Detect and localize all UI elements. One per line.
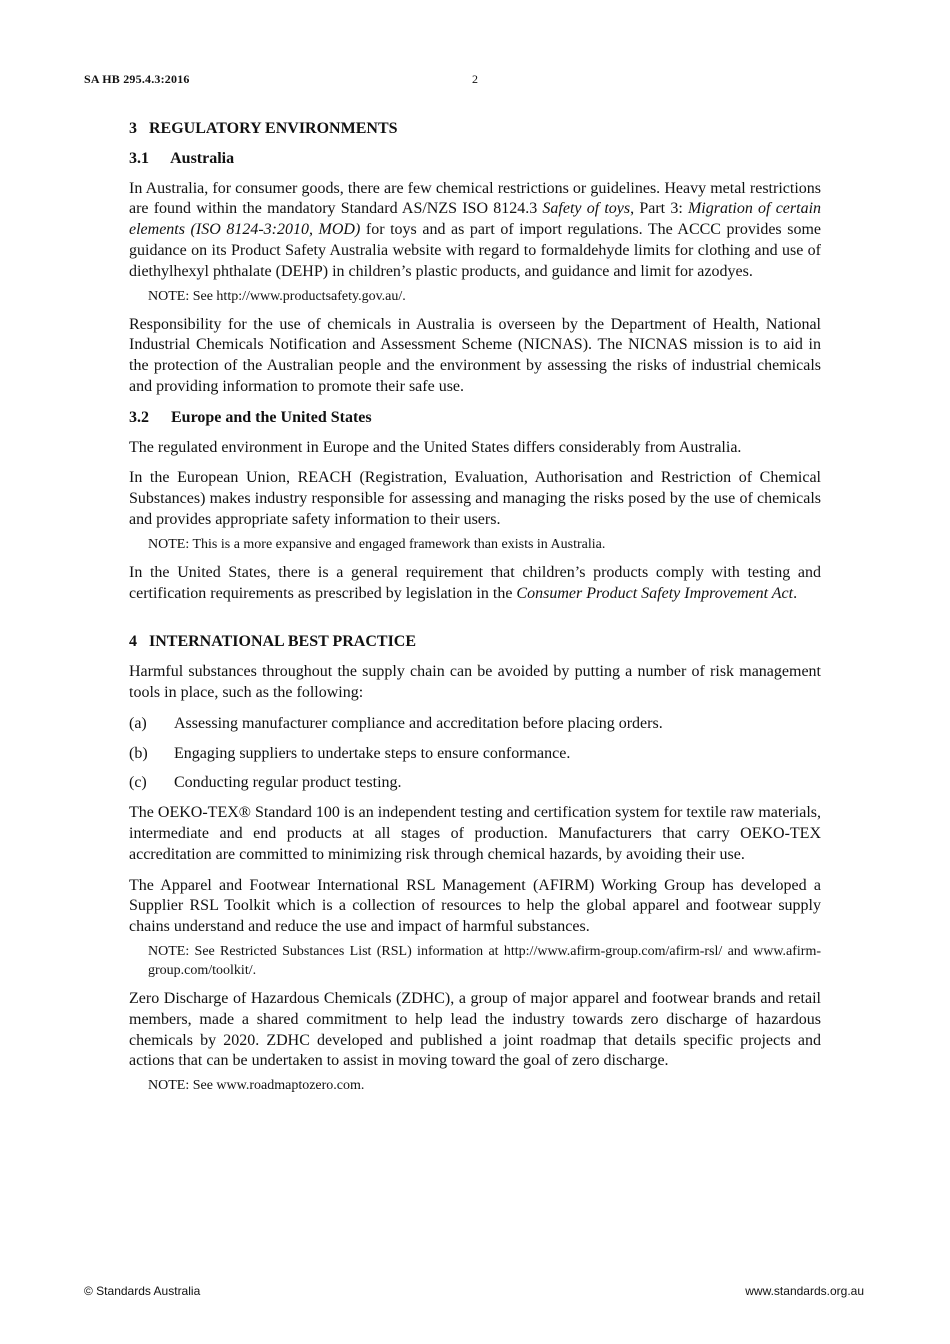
paragraph-risk-management: Harmful substances throughout the supply chain can be avoided by putting a number of risk management tools in place, such as the following:	[129, 663, 821, 701]
paragraph-australia-intro	[129, 179, 821, 283]
list-text: Conducting regular product testing.	[174, 774, 402, 792]
section-number: 3	[129, 120, 137, 137]
standard-part-title-italic: Migration of certain elements (ISO 8124-3:2010, MOD)	[129, 200, 822, 239]
note-reach: NOTE: This is a more expansive and engaged framework than exists in Australia.	[148, 536, 606, 552]
paragraph-nicnas: Responsibility for the use of chemicals in Australia is overseen by the Department of Health, National Industrial Chemicals Notification and Assessment Scheme (NICNAS). The NICNAS mission is to aid in the protection of the Australian people and the environment by assessing the risks of industrial chemicals and providing information to promote their safe use.	[129, 315, 821, 395]
list-item	[129, 714, 821, 735]
running-header	[84, 72, 864, 87]
text-run: for toys and as part of import regulations. The ACCC provides some guidance on its Product Safety Australia website with regard to formaldehyde limits for clothing and use of diethylhexyl phthalate (DEHP) in children’s plastic products, and guidance and limit for azodyes.	[129, 221, 821, 280]
copyright-notice: © Standards Australia	[84, 1284, 201, 1298]
section-3-1-heading	[129, 149, 821, 170]
document-id: SA HB 295.4.3:2016	[84, 72, 190, 86]
section-3-heading	[129, 119, 821, 140]
subsection-title: Europe and the United States	[171, 408, 372, 426]
note-roadmap: NOTE: See www.roadmaptozero.com.	[148, 1078, 365, 1094]
section-3-2-heading	[129, 408, 821, 429]
list-item	[129, 773, 821, 794]
text-run: , Part 3:	[630, 200, 688, 218]
section-title: INTERNATIONAL BEST PRACTICE	[149, 633, 417, 651]
text-run: In the United States, there is a general requirement that children’s products comply with testing and certification requirements as prescribed by legislation in the	[129, 563, 821, 602]
note-product-safety: NOTE: See http://www.productsafety.gov.au/.	[148, 288, 406, 304]
list-label: (c)	[129, 774, 147, 792]
list-text: Engaging suppliers to undertake steps to ensure conformance.	[174, 744, 571, 762]
section-title: REGULATORY ENVIRONMENTS	[149, 120, 398, 137]
paragraph-afirm: The Apparel and Footwear International RSL Management (AFIRM) Working Group has developed a Supplier RSL Toolkit which is a collection of resources to help the global apparel and footwear supply chains understand and reduce the use and impact of harmful substances.	[129, 876, 821, 936]
paragraph-reach: In the European Union, REACH (Registration, Evaluation, Authorisation and Restriction of Chemical Substances) makes industry responsible for assessing and managing the risks posed by the use of chemicals and provides appropriate safety information to their users.	[129, 469, 821, 528]
paragraph-oeko-tex: The OEKO-TEX® Standard 100 is an independent testing and certification system for textile raw materials, intermediate and end products at all stages of production. Manufacturers that carry OEKO-TEX accreditation are committed to minimizing risk through chemical hazards, by avoiding their use.	[129, 804, 821, 863]
standard-title-italic: Safety of toys	[542, 200, 631, 218]
note-afirm-rsl: NOTE: See Restricted Substances List (RSL) information at http://www.afirm-group.com/afirm-rsl/ and www.afirm-group.com/toolkit/.	[148, 943, 821, 978]
paragraph-regulated-environment: The regulated environment in Europe and the United States differs considerably from Australia.	[129, 438, 742, 456]
page-number: 2	[472, 72, 479, 86]
text-run: In Australia, for consumer goods, there are few chemical restrictions or guidelines. Heavy metal restrictions are found within the mandatory Standard AS/NZS ISO 8124.3	[129, 179, 821, 218]
section-4-heading	[129, 632, 821, 653]
list-text: Assessing manufacturer compliance and accreditation before placing orders.	[174, 714, 663, 732]
section-number: 4	[129, 633, 137, 651]
page-body	[129, 116, 821, 1104]
website-url: www.standards.org.au	[745, 1284, 864, 1298]
act-title-italic: Consumer Product Safety Improvement Act	[516, 584, 794, 602]
paragraph-zdhc: Zero Discharge of Hazardous Chemicals (ZDHC), a group of major apparel and footwear brands and retail members, made a shared commitment to help lead the industry towards zero discharge of hazardous chemicals by 2020. ZDHC developed and published a joint roadmap that details specific projects and actions that can be undertaken to assist in moving toward the goal of zero discharge.	[129, 989, 821, 1070]
text-run: .	[793, 584, 798, 602]
list-item	[129, 744, 821, 765]
subsection-number: 3.1	[129, 149, 149, 167]
list-label: (b)	[129, 744, 148, 762]
list-label: (a)	[129, 714, 147, 732]
page-footer	[84, 1284, 864, 1298]
subsection-number: 3.2	[129, 408, 149, 426]
subsection-title: Australia	[170, 149, 235, 167]
paragraph-united-states	[129, 563, 821, 605]
